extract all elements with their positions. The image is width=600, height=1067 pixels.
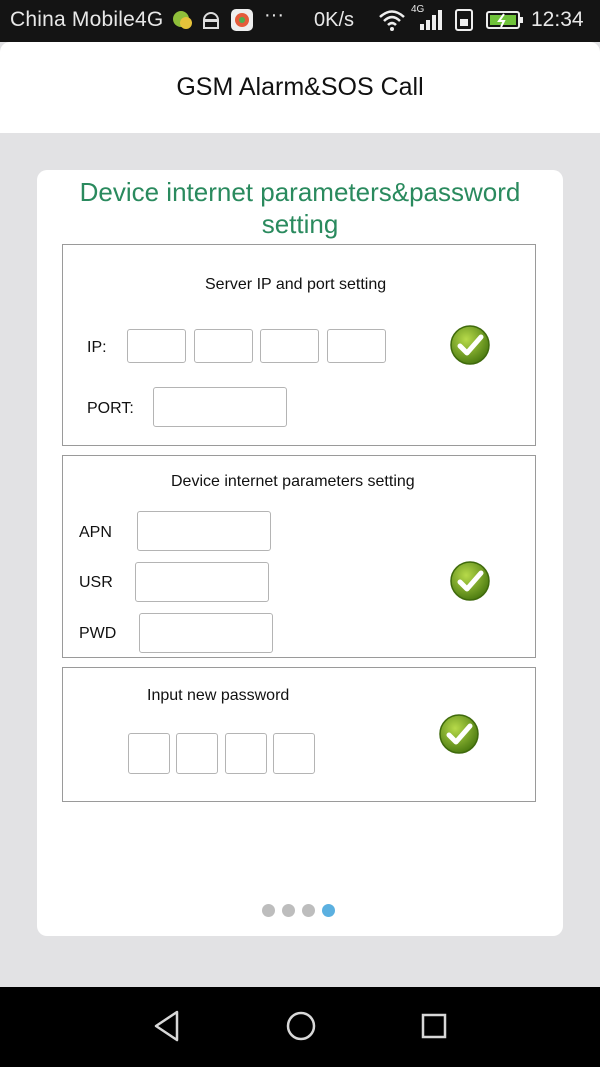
card-title-line2: setting: [261, 209, 339, 239]
port-input[interactable]: [153, 387, 287, 427]
network-speed: 0K/s: [314, 9, 355, 31]
ip-octet-1-input[interactable]: [127, 329, 186, 363]
apn-label: APN: [79, 524, 112, 541]
battery-charging-icon: [486, 8, 524, 37]
confirm-internet-button[interactable]: [449, 560, 491, 602]
confirm-server-button[interactable]: [449, 324, 491, 366]
check-icon: [449, 560, 491, 602]
ip-octet-2-input[interactable]: [194, 329, 253, 363]
server-section-title: Server IP and port setting: [205, 276, 387, 293]
status-bar: [0, 0, 600, 42]
android-icon: [199, 8, 223, 37]
password-digit-2-input[interactable]: [176, 733, 218, 774]
navigation-bar: [0, 987, 600, 1067]
page-dot[interactable]: [282, 904, 295, 917]
server-settings-section: [62, 244, 536, 446]
port-label: PORT:: [87, 400, 134, 417]
pwd-label: PWD: [79, 625, 117, 642]
app-header: [0, 42, 600, 133]
usr-label: USR: [79, 574, 113, 591]
usr-input[interactable]: [135, 562, 269, 602]
network-type: 4G: [411, 4, 425, 15]
wifi-icon: [378, 8, 406, 37]
ip-label: IP:: [87, 339, 107, 356]
confirm-password-button[interactable]: [438, 713, 480, 755]
settings-card: [37, 170, 563, 936]
home-circle-icon: [285, 1009, 317, 1043]
more-notifications-icon: ···: [264, 4, 284, 26]
page-dot[interactable]: [302, 904, 315, 917]
password-digit-3-input[interactable]: [225, 733, 267, 774]
internet-settings-section: [62, 455, 536, 658]
back-button[interactable]: [152, 1009, 182, 1048]
recent-square-icon: [420, 1009, 450, 1043]
home-button[interactable]: [285, 1009, 317, 1048]
ip-octet-3-input[interactable]: [260, 329, 319, 363]
signal-icon: [418, 8, 444, 37]
card-title-line1: Device internet parameters&password: [79, 177, 521, 207]
pwd-input[interactable]: [139, 613, 273, 653]
password-section: [62, 667, 536, 802]
recent-apps-button[interactable]: [420, 1009, 450, 1048]
sim-card-icon: [453, 8, 475, 37]
password-digit-1-input[interactable]: [128, 733, 170, 774]
internet-section-title: Device internet parameters setting: [171, 473, 415, 490]
apn-input[interactable]: [137, 511, 271, 551]
app-notification-icon: [170, 8, 194, 37]
card-title: [37, 176, 563, 240]
ip-octet-4-input[interactable]: [327, 329, 386, 363]
page-dot[interactable]: [262, 904, 275, 917]
clock: 12:34: [531, 8, 584, 31]
photos-app-icon: [230, 8, 254, 37]
page-indicator: [262, 904, 342, 918]
back-triangle-icon: [152, 1009, 182, 1043]
page-title: GSM Alarm&SOS Call: [176, 73, 424, 101]
check-icon: [438, 713, 480, 755]
password-section-title: Input new password: [147, 687, 290, 704]
check-icon: [449, 324, 491, 366]
page-dot-active[interactable]: [322, 904, 335, 917]
carrier-label: China Mobile4G: [10, 8, 164, 31]
password-digit-4-input[interactable]: [273, 733, 315, 774]
